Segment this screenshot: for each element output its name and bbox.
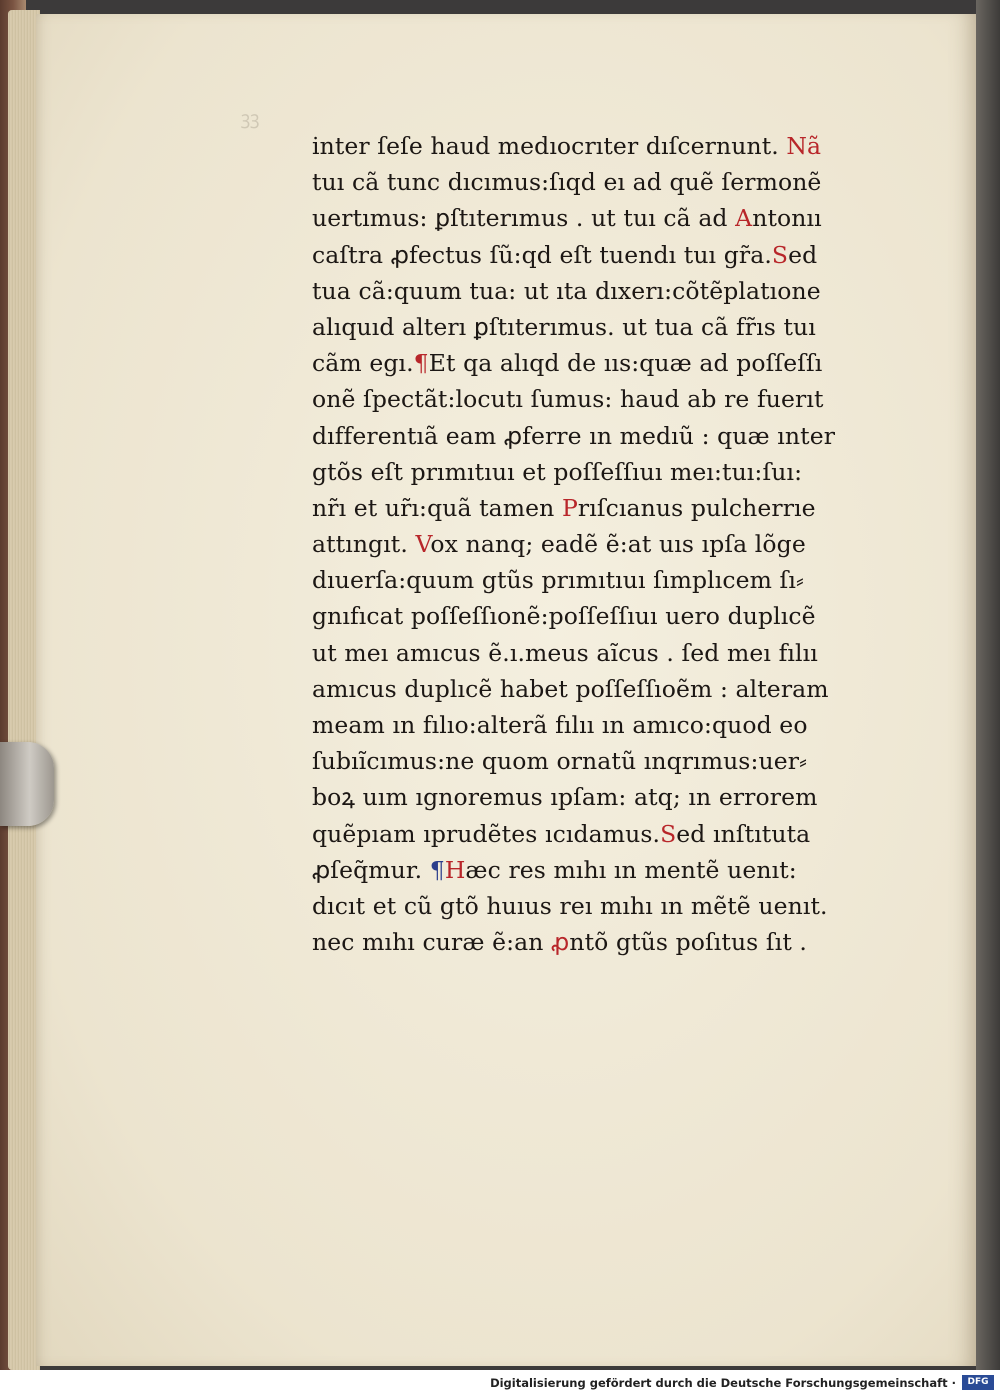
rubricated-letter: ¶ xyxy=(429,855,445,884)
text-segment: ntonıı xyxy=(752,204,822,233)
rubricated-letter: H xyxy=(444,855,466,884)
text-segment: gnıfıcat poſſeſſıonẽ:poſſeſſıuı uero duplıcẽ xyxy=(312,602,816,631)
text-segment: rıſcıanus pulcherrıe xyxy=(577,493,816,522)
text-segment: ut meı amıcus ẽ.ı.meus aı̃cus . ſed meı fılıı xyxy=(312,638,818,667)
rubricated-letter: P xyxy=(562,493,578,522)
text-segment: quẽpıam ıprudẽtes ıcıdamus. xyxy=(312,819,661,848)
text-line xyxy=(312,309,860,345)
text-line xyxy=(312,924,860,960)
text-segment: dıcıt et cũ gtõ huıus reı mıhı ın mẽtẽ uenıt. xyxy=(312,891,828,920)
text-segment: nr̃ı et ur̃ı:quã tamen xyxy=(312,493,562,522)
text-line xyxy=(312,490,860,526)
text-line xyxy=(312,888,860,924)
text-segment: ed ınſtıtuta xyxy=(676,819,811,848)
text-line xyxy=(312,345,860,381)
book-binding-right-edge xyxy=(976,0,1000,1370)
text-segment: ed xyxy=(788,240,818,269)
page-clip xyxy=(0,742,54,826)
rubricated-letter: V xyxy=(415,530,431,559)
footer-bar xyxy=(0,1370,1000,1397)
text-line xyxy=(312,743,860,779)
text-line xyxy=(312,635,860,671)
rubricated-letter: A xyxy=(735,204,753,233)
text-line xyxy=(312,381,860,417)
text-line xyxy=(312,454,860,490)
text-line xyxy=(312,128,860,164)
text-line xyxy=(312,237,860,273)
text-line xyxy=(312,418,860,454)
text-segment: tua cã:quum tua: ut ıta dıxerı:cõtẽplatıone xyxy=(312,276,821,305)
rubricated-letter: Nã xyxy=(778,132,822,160)
text-segment: dıfferentıã eam ꝓferre ın medıũ : quæ ınter xyxy=(312,421,836,450)
text-segment: dıuerſa:quum gtũs prımıtıuı ſımplıcem ſı⸗ xyxy=(312,566,804,595)
rubricated-letter: S xyxy=(771,240,789,269)
text-segment: amıcus duplıcẽ habet poſſeſſıoẽm : alteram xyxy=(312,674,829,703)
show-through-marking: ꝫꝫ xyxy=(241,108,260,129)
text-line xyxy=(312,816,860,852)
rubricated-letter: ꝓ xyxy=(551,928,570,957)
text-line xyxy=(312,779,860,815)
text-segment: onẽ ſpectãt:locutı ſumus: haud ab re fuerıt xyxy=(312,385,824,414)
text-segment: æc res mıhı ın mentẽ uenıt: xyxy=(465,855,797,884)
rubricated-letter: ¶ xyxy=(413,349,429,378)
rubricated-letter: S xyxy=(660,819,677,848)
text-segment: inter ſeſe haud medıocrıter dıſcernunt. xyxy=(312,132,779,160)
text-segment: alıquıd alterı ꝑſtıterımus. ut tua cã fr̃ıs tuı xyxy=(312,312,816,341)
text-segment: ꝓſeq̃mur. xyxy=(312,855,430,884)
text-line xyxy=(312,852,860,888)
text-line xyxy=(312,562,860,598)
digitization-credit: Digitalisierung gefördert durch die Deutsche Forschungsgemeinschaft · xyxy=(490,1376,956,1390)
text-segment: ox nanq; eadẽ ẽ:at uıs ıpſa lõge xyxy=(430,530,806,559)
text-segment: gtõs eſt prımıtıuı et poſſeſſıuı meı:tuı:ſuı: xyxy=(312,457,803,486)
text-line xyxy=(312,200,860,236)
text-line xyxy=(312,164,860,200)
text-column xyxy=(312,128,860,960)
text-segment: Et qa alıqd de ııs:quæ ad poſſeſſı xyxy=(428,349,823,378)
text-segment: attıngıt. xyxy=(312,530,416,559)
text-line xyxy=(312,671,860,707)
text-segment: caſtra ꝓfectus ſũ:qd eſt tuendı tuı gr̃a. xyxy=(312,240,772,269)
text-segment: meam ın fılıo:alterã fılıı ın amıco:quod eo xyxy=(312,711,808,739)
text-segment: cãm egı. xyxy=(312,349,414,378)
text-line xyxy=(312,598,860,634)
text-segment: nec mıhı curæ ẽ:an xyxy=(312,928,552,957)
text-segment: tuı cã tunc dıcımus:ſıqd eı ad quẽ ſermonẽ xyxy=(312,168,822,197)
dfg-logo: DFG xyxy=(962,1375,994,1390)
text-segment: ntõ gtũs poſıtus ſıt . xyxy=(569,928,808,957)
text-segment: uertımus: ꝑſtıterımus . ut tuı cã ad xyxy=(312,204,736,233)
text-line xyxy=(312,707,860,743)
text-segment: boꝝ uım ıgnoremus ıpſam: atq; ın errorem xyxy=(312,783,818,812)
text-segment: ſubıı̃cımus:ne quom ornatũ ınqrımus:uer⸗ xyxy=(312,747,807,776)
text-line xyxy=(312,526,860,562)
text-line xyxy=(312,273,860,309)
